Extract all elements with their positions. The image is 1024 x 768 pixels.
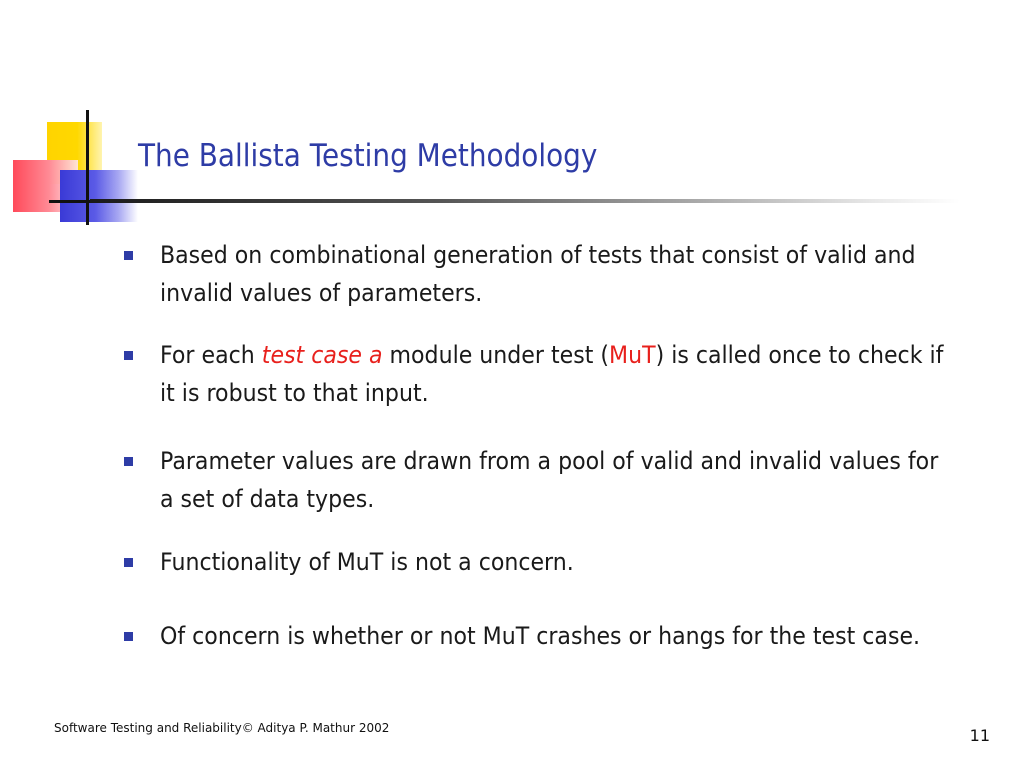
- bullet-square-icon: [124, 558, 133, 567]
- bullet-square-icon: [124, 632, 133, 641]
- bullet-text: Of concern is whether or not MuT crashes or hangs for the test case.: [160, 622, 921, 650]
- bullet-square-icon: [124, 251, 133, 260]
- bullet-text-part: For each: [160, 341, 262, 369]
- bullet-square-icon: [124, 351, 133, 360]
- bullet-text: Functionality of MuT is not a concern.: [160, 548, 574, 576]
- bullet-item: [120, 442, 980, 518]
- highlight-mut: MuT: [609, 341, 656, 369]
- bullet-list: [120, 236, 980, 655]
- slide-logo-decoration: [0, 0, 160, 240]
- bullet-text-part: module under test (: [382, 341, 610, 369]
- slide-footer: Software Testing and Reliability© Aditya P. Mathur 2002: [54, 721, 390, 735]
- bullet-text: [160, 336, 951, 412]
- page-number: 11: [969, 726, 990, 745]
- bullet-square-icon: [124, 457, 133, 466]
- bullet-item: [120, 543, 980, 581]
- vertical-line-shape: [86, 110, 89, 225]
- bullet-item: [120, 617, 980, 655]
- highlight-test-case: test case a: [261, 341, 383, 369]
- bullet-text: Based on combinational generation of tests that consist of valid and invalid values of parameters.: [160, 241, 916, 307]
- slide-title: The Ballista Testing Methodology: [138, 138, 598, 174]
- bullet-item: [120, 336, 980, 412]
- bullet-text: Parameter values are drawn from a pool of valid and invalid values for a set of data types.: [160, 447, 939, 513]
- bullet-text-part: ) is called once to check if it is robust to that input.: [160, 341, 944, 407]
- blue-square-shape: [60, 170, 138, 222]
- title-underline: [90, 199, 960, 203]
- bullet-item: [120, 236, 980, 312]
